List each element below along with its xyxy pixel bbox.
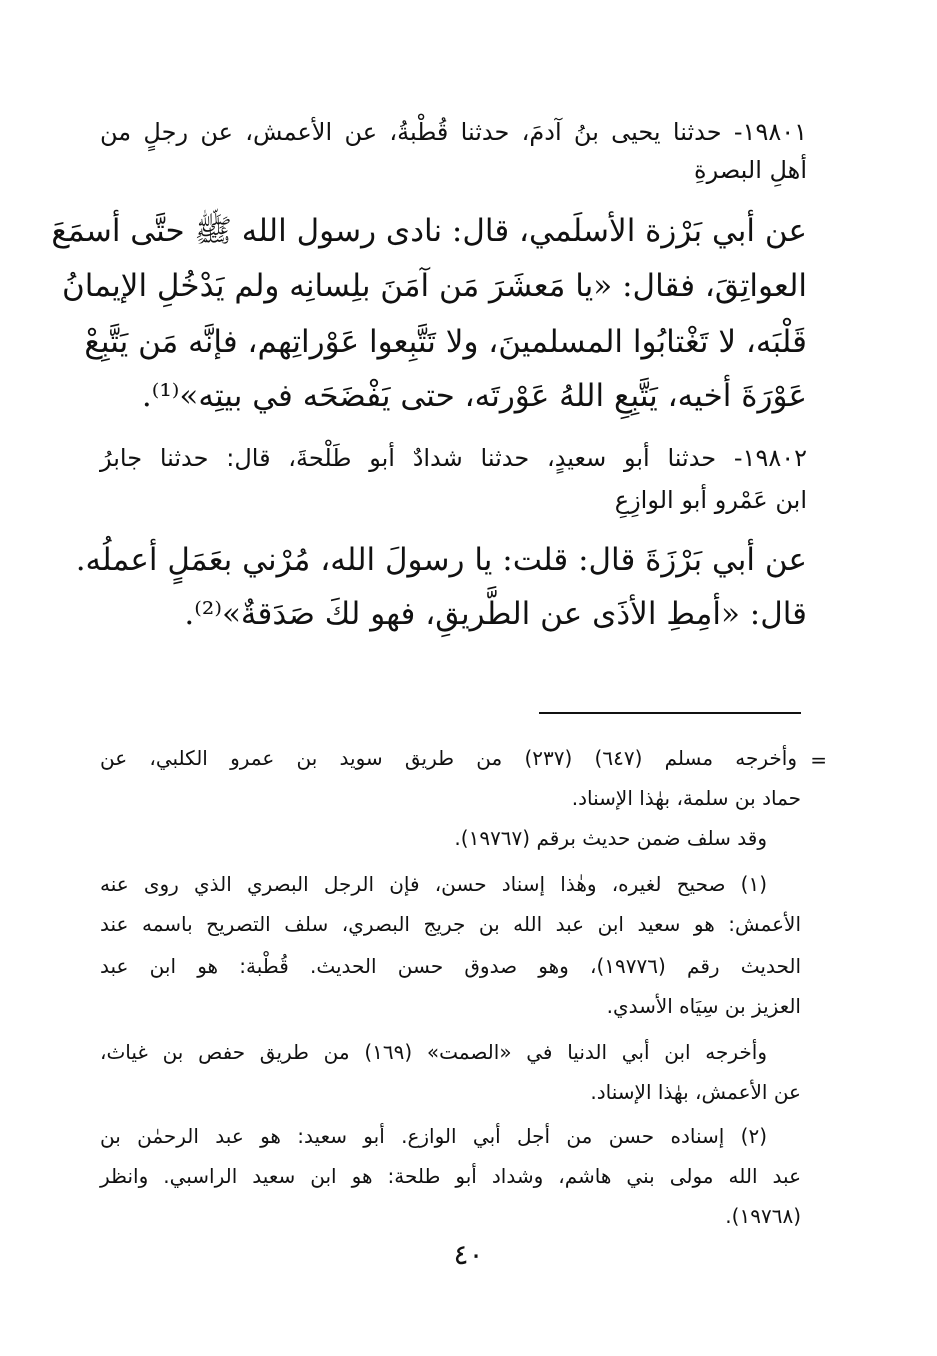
footnote-line-7: العزيز بن سِيَاه الأسدي. [606,994,801,1018]
footnote-line-5: الأعمش: هو سعيد ابن عبد الله بن جريج البصري، سلف التصريح باسمه عند [100,912,801,936]
footnote-line-8: وأخرجه ابن أبي الدنيا في «الصمت» (١٦٩) من طريق حفص بن غياث، [100,1040,768,1064]
footnote-line-9: عن الأعمش، بهٰذا الإسناد. [590,1080,801,1104]
hadith-19802-isnad-line-1: ١٩٨٠٢- حدثنا أبو سعيدٍ، حدثنا شدادٌ أبو طَلْحةَ، قال: حدثنا جابرُ [100,444,807,472]
footnote-line-1: وأخرجه مسلم (٦٤٧) (٢٣٧) من طريق سويد بن عمرو الكلبي، عن [100,746,797,770]
footnote-continuation-mark: = [810,748,827,772]
hadith-19801-matn-line-4: عَوْرَةَ أخيه، يَتَّبِعِ اللهُ عَوْرتَه، حتى يَفْضَحَه في بيتِه»⁽¹⁾. [141,378,807,414]
hadith-19802-matn-line-2: قال: «أمِطِ الأذَى عن الطَّريقِ، فهو لكَ صَدَقةٌ»⁽²⁾. [184,596,807,632]
hadith-19801-matn-line-2: العواتِقَ، فقال: «يا مَعشَرَ مَن آمَنَ بلِسانِه ولم يَدْخُلِ الإيمانُ [62,268,807,304]
hadith-19801-matn-line-3: قَلْبَه، لا تَغْتابُوا المسلمينَ، ولا تَتَّبِعوا عَوْراتِهم، فإنَّه مَن يَتَّبِعْ [84,324,807,360]
footnote-line-11: عبد الله مولى بني هاشم، وشداد أبو طلحة: هو ابن سعيد الراسبي. وانظر [100,1164,801,1188]
hadith-19801-isnad-line-1: ١٩٨٠١- حدثنا يحيى بنُ آدمَ، حدثنا قُطْبةُ، عن الأعمش، عن رجلٍ من [100,118,807,146]
footnote-line-6: الحديث رقم (١٩٧٧٦)، وهو صدوق حسن الحديث. قُطْبة: هو ابن عبد [100,954,801,978]
page-number: ٤٠ [453,1238,484,1271]
hadith-19802-isnad-line-2: ابن عَمْرو أبو الوازِعِ [614,486,807,514]
hadith-19801-matn-line-1: عن أبي بَرْزة الأسلَمي، قال: نادى رسول الله ﷺ حتَّى أسمَعَ [51,213,807,249]
footnote-separator [539,712,801,714]
footnote-line-12: (١٩٧٦٨). [725,1204,801,1228]
footnote-line-2: حماد بن سلمة، بهٰذا الإسناد. [571,786,801,810]
hadith-19802-matn-line-1: عن أبي بَرْزَةَ قال: قلت: يا رسولَ الله، مُرْني بعَمَلٍ أعملُه. [75,542,807,578]
footnote-line-3: وقد سلف ضمن حديث برقم (١٩٧٦٧). [454,826,767,850]
footnote-line-4: (١) صحيح لغيره، وهٰذا إسناد حسن، فإن الرجل البصري الذي روى عنه [100,872,767,896]
hadith-19801-isnad-line-2: أهلِ البصرةِ [694,156,807,184]
footnote-line-10: (٢) إسناده حسن من أجل أبي الوازع. أبو سعيد: هو عبد الرحمٰن بن [100,1124,767,1148]
